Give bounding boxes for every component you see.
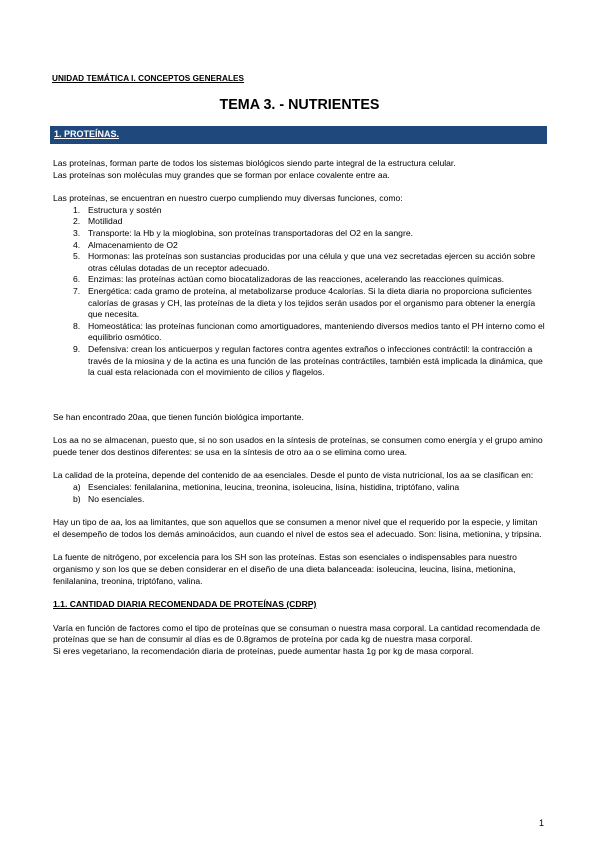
list-item: a) Esenciales: fenilalanina, metionina, leucina, treonina, isoleucina, lisina, histidina, triptófano, valina	[73, 482, 460, 493]
unit-heading: UNIDAD TEMÁTICA I. CONCEPTOS GENERALES	[52, 74, 245, 83]
classes-list	[53, 482, 546, 505]
list-item: 3. Transporte: la Hb y la mioglobina, son proteínas transportadoras del O2 en la sangre.	[73, 227, 413, 238]
subsection-heading: 1.1. CANTIDAD DIARIA RECOMENDADA DE PROTEÍNAS (CDRP)	[53, 599, 317, 610]
list-item: 5. Hormonas: las proteínas son sustancias producidas por una célula y que una vez secretadas ejercen su acción sobre otras células dotadas de un receptor adecuado.	[73, 251, 536, 273]
functions-intro: Las proteínas, se encuentran en nuestro cuerpo cumpliendo muy diversas funciones, como:	[53, 193, 403, 204]
page-number: 1	[539, 818, 545, 828]
paragraph-20aa: Se han encontrado 20aa, que tienen función biológica importante.	[53, 411, 304, 422]
functions-list	[53, 205, 546, 379]
section-heading-bar	[50, 126, 547, 144]
document-body	[53, 158, 546, 658]
list-item: 7. Energética: cada gramo de proteína, al metabolizarse produce 4calorías. Si la dieta diaria no proporciona suficientes calorías de grasas y CH, las proteínas de la dieta y los tejidos serán usados por el organismo para obtener la energía que necesita.	[73, 285, 536, 320]
list-item: 6. Enzimas: las proteínas actúan como biocatalizadoras de las reacciones, acelerando las reacciones químicas.	[73, 274, 505, 285]
intro-paragraph-2: Las proteínas son moléculas muy grandes que se forman por enlace covalente entre aa.	[53, 169, 390, 180]
list-item: 8. Homeostática: las proteínas funcionan como amortiguadores, manteniendo diversos medios tanto el PH interno como el equilibrio osmótico.	[73, 320, 545, 343]
list-item: 1. Estructura y sostén	[73, 204, 162, 215]
paragraph-storage: Los aa no se almacenan, puesto que, si no son usados en la síntesis de proteínas, se consumen como energía y el grupo amino puede tener dos destinos diferentes: se usa en la síntesis de otro aa o se elimina como urea.	[53, 435, 543, 457]
paragraph-cdrp: Varía en función de factores como el tipo de proteínas que se consuman o nuestra masa corporal. La cantidad recomendada de proteínas que se han de consumir al días es de 0.8gramos de proteína por cada kg de nuestra masa corporal.	[53, 622, 541, 645]
paragraph-vegetarian: Si eres vegetariano, la recomendación diaria de proteínas, puede aumentar hasta 1g por kg de masa corporal.	[53, 646, 474, 656]
paragraph-limiting: Hay un tipo de aa, los aa limitantes, que son aquellos que se consumen a menor nivel que el requerido por la especie, y limitan el desempeño de todos los demás aminoácidos, aun cuando el nivel de estos sea el adecuado. Son: lisina, metionina, y tripsina.	[53, 517, 542, 539]
list-item: 9. Defensiva: crean los anticuerpos y regulan factores contra agentes extraños o infecciones contráctil: la contracción a través de la miosina y de la actina es una función de las proteínas contráctiles, también está implicada la dinámica, que la cual esta relacionada con el movimiento de cilios y flagelos.	[73, 343, 543, 378]
list-item: b) No esenciales.	[73, 493, 145, 504]
section-heading: 1. PROTEÍNAS.	[54, 129, 120, 139]
paragraph-quality: La calidad de la proteína, depende del contenido de aa esenciales. Desde el punto de vista nutricional, los aa se clasifican en:	[53, 470, 534, 481]
intro-paragraph-1: Las proteínas, forman parte de todos los sistemas biológicos siendo parte integral de la estructura celular.	[53, 158, 456, 168]
paragraph-nitrogen: La fuente de nitrógeno, por excelencia para los SH son las proteínas. Estas son esenciales o indispensables para nuestro organismo y son los que se deben considerar en el diseño de una dieta balanceada: isoleucina, leucina, lisina, metionina, fenilalanina, treonina, triptófano, valina.	[53, 552, 517, 586]
page-title: TEMA 3. - NUTRIENTES	[219, 97, 380, 113]
list-item: 4. Almacenamiento de O2	[73, 239, 178, 250]
list-item: 2. Motilidad	[73, 216, 123, 227]
